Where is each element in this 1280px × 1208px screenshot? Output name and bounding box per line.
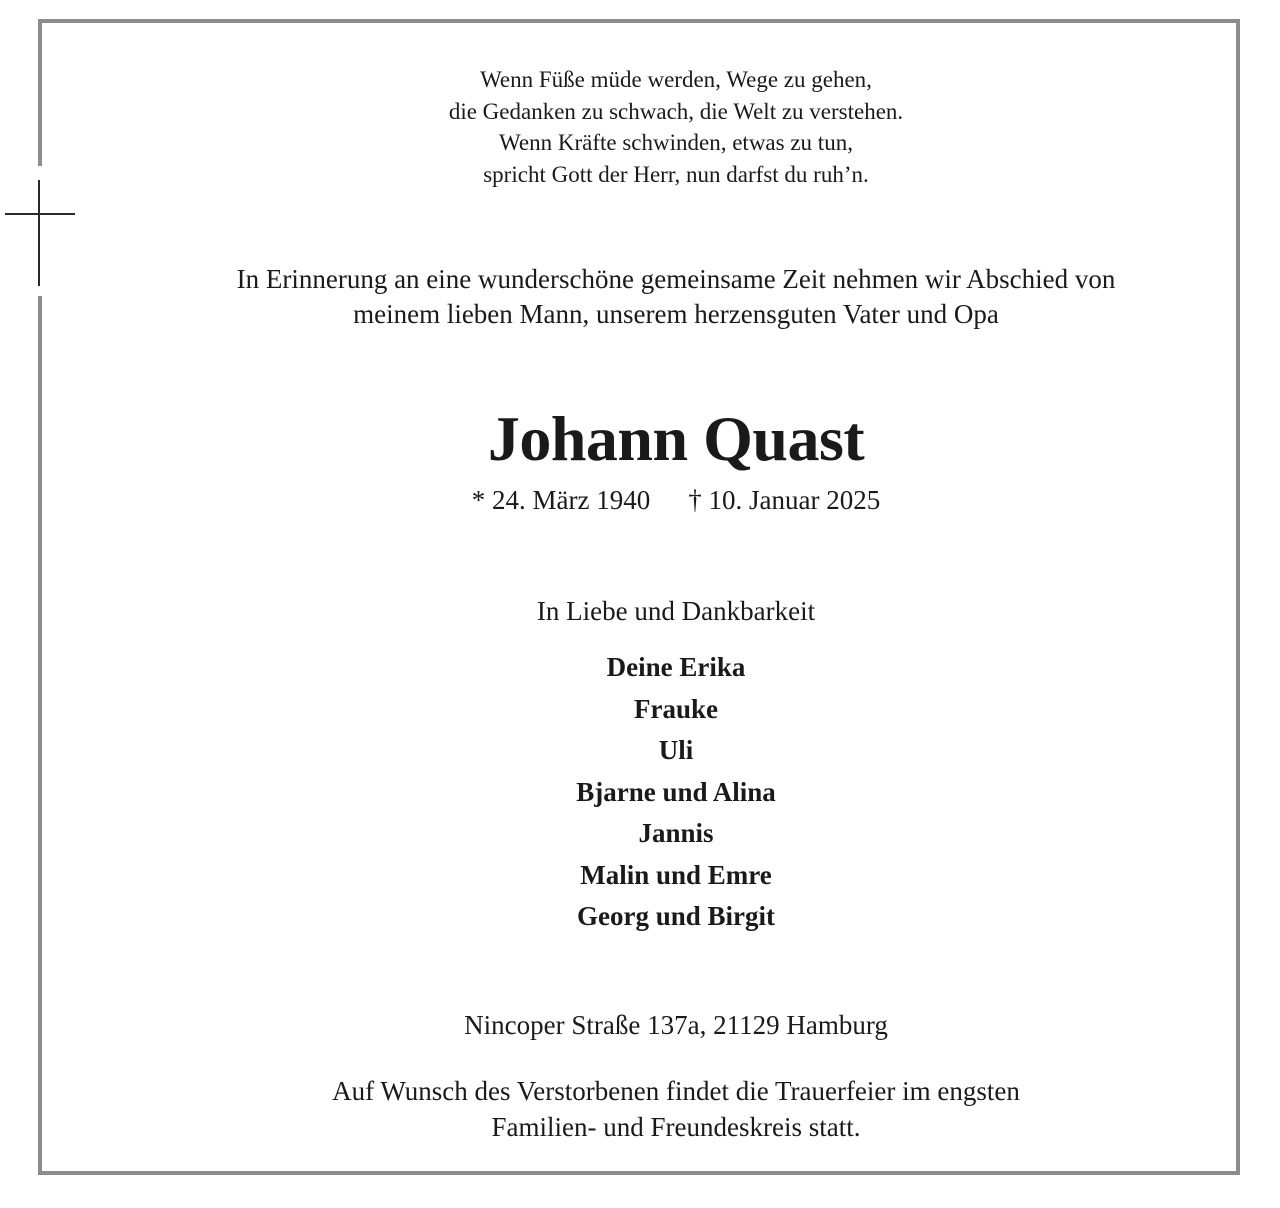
- deceased-name: Johann Quast: [487, 403, 865, 474]
- family-member: Malin und Emre: [580, 859, 772, 890]
- birth-date: * 24. März 1940: [471, 485, 651, 515]
- funeral-notice: [76, 1073, 1276, 1145]
- family-member: Uli: [658, 735, 694, 765]
- closing-phrase: In Liebe und Dankbarkeit: [536, 596, 816, 626]
- family-member: Bjarne und Alina: [576, 776, 776, 807]
- cross-icon: [0, 166, 80, 296]
- family-member: Georg und Birgit: [576, 901, 775, 931]
- life-dates: [76, 483, 1276, 517]
- cross-vertical-bar: [38, 180, 40, 286]
- address: Nincoper Straße 137a, 21129 Hamburg: [464, 1010, 888, 1040]
- poem-line: Wenn Kräfte schwinden, etwas zu tun,: [499, 130, 853, 155]
- family-member: Jannis: [638, 818, 714, 848]
- family-member: Frauke: [634, 693, 718, 724]
- poem-line: spricht Gott der Herr, nun darfst du ruh’n.: [483, 161, 869, 187]
- family-member: Deine Erika: [606, 652, 746, 682]
- notice-line: Auf Wunsch des Verstorbenen findet die Trauerfeier im engsten: [332, 1076, 1020, 1106]
- intro-line: meinem lieben Mann, unserem herzensguten Vater und Opa: [353, 299, 999, 329]
- poem-line: die Gedanken zu schwach, die Welt zu verstehen.: [448, 98, 904, 124]
- death-date: † 10. Januar 2025: [688, 485, 881, 515]
- intro-line: In Erinnerung an eine wunderschöne gemeinsame Zeit nehmen wir Abschied von: [236, 264, 1116, 294]
- notice-line: Familien- und Freundeskreis statt.: [491, 1112, 861, 1142]
- cross-horizontal-bar: [5, 213, 75, 215]
- family-list: [76, 647, 1276, 938]
- intro-text: [76, 262, 1276, 332]
- poem-line: Wenn Füße müde werden, Wege zu gehen,: [480, 67, 872, 92]
- poem: [76, 64, 1276, 190]
